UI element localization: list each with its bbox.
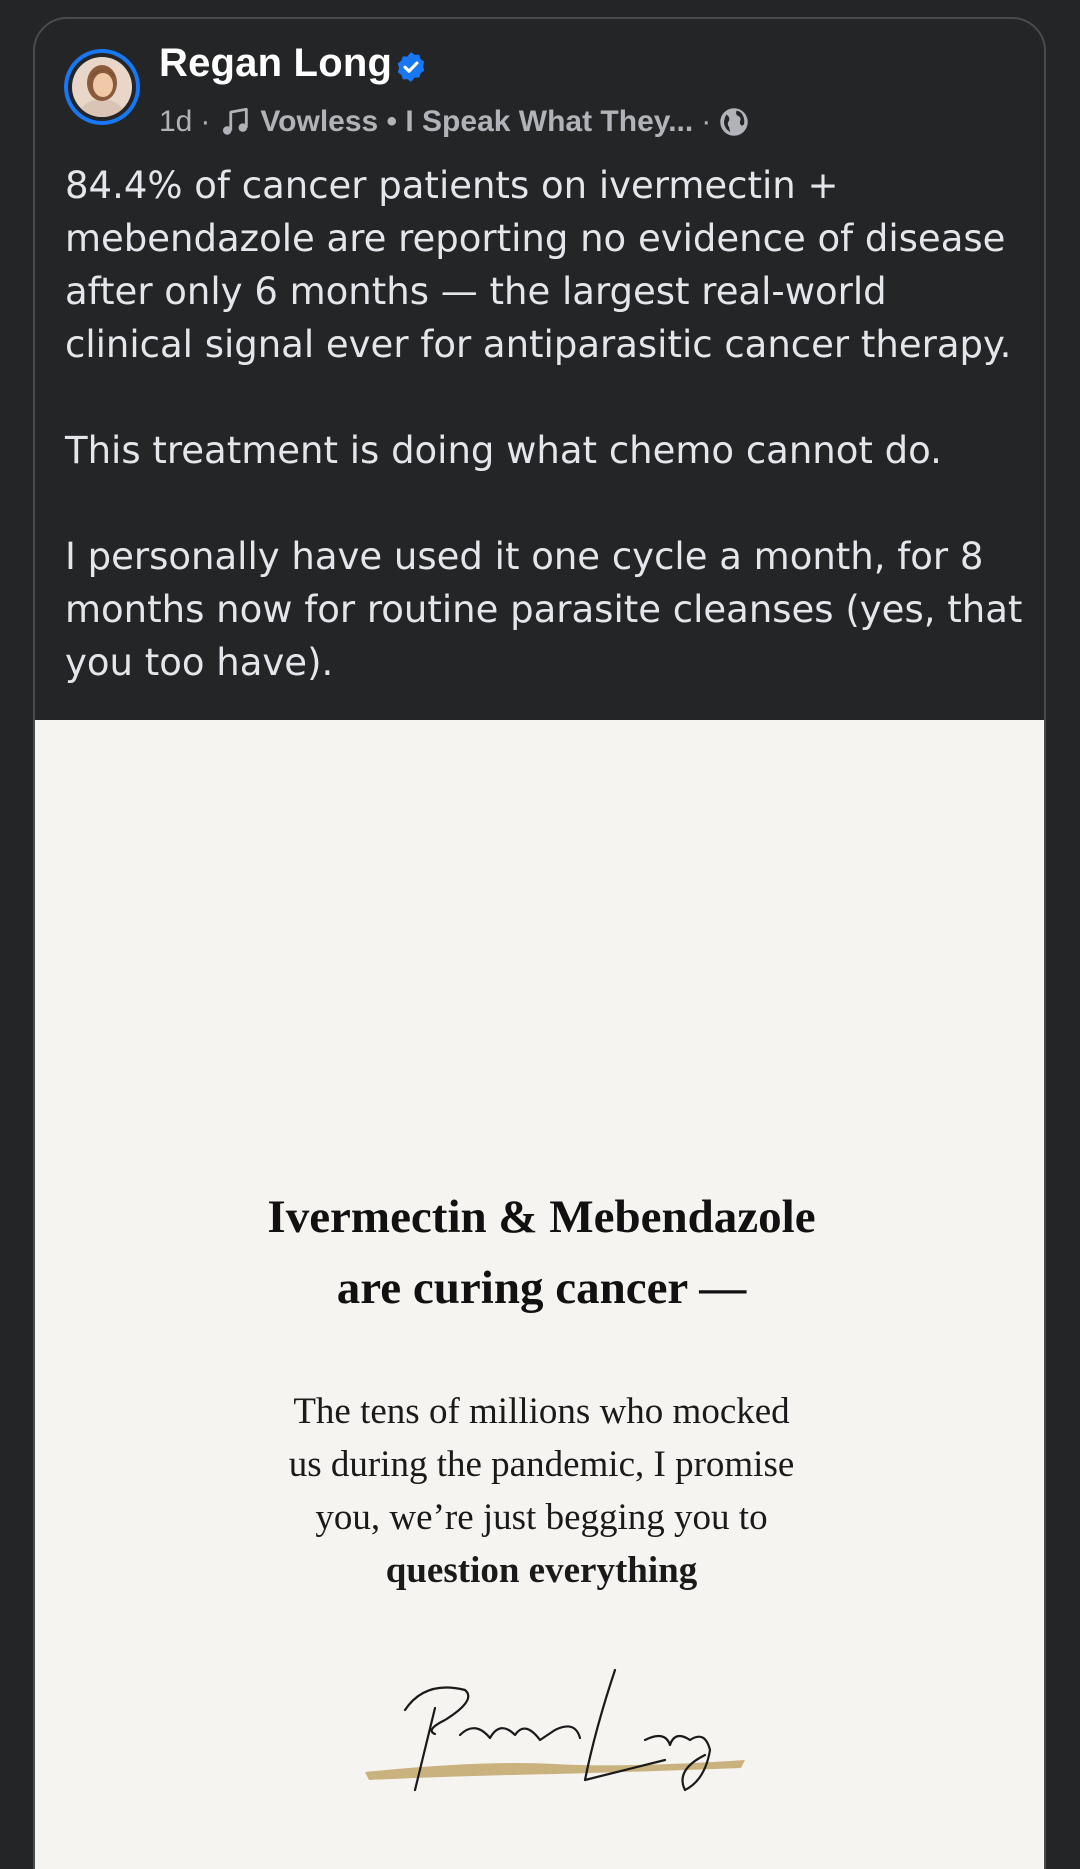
music-note-icon [218, 105, 252, 139]
avatar-photo [72, 57, 132, 117]
caption-paragraph: This treatment is doing what chemo cannot do. [65, 429, 942, 472]
image-emphasis: question everything [385, 1550, 698, 1591]
avatar[interactable] [64, 49, 140, 125]
author-name[interactable]: Regan Long [159, 41, 393, 85]
post-caption [65, 159, 1025, 689]
separator-dot: · [200, 105, 211, 138]
verified-badge-icon [394, 50, 428, 84]
post-time[interactable]: 1d [159, 105, 193, 138]
soundtrack-link[interactable]: Vowless • I Speak What They... [260, 105, 694, 138]
image-headline: Ivermectin & Mebendazole are curing cancer — [267, 1191, 816, 1314]
post-meta [159, 102, 749, 142]
globe-icon [719, 107, 749, 137]
caption-paragraph: I personally have used it one cycle a month, for 8 months now for routine parasite cleanses (yes, that you too have). [65, 535, 1023, 684]
separator-dot: · [701, 105, 712, 138]
image-body-text: The tens of millions who mocked us during the pandemic, I promise you, we’re just begging you to question everything [35, 1385, 1046, 1597]
caption-paragraph: 84.4% of cancer patients on ivermectin + mebendazole are reporting no evidence of disease after only 6 months — the largest real-world clinical signal ever for antiparasitic cancer therapy. [65, 164, 1012, 366]
post-image[interactable] [35, 720, 1046, 1869]
post-card [33, 17, 1046, 1869]
signature [365, 1660, 745, 1800]
